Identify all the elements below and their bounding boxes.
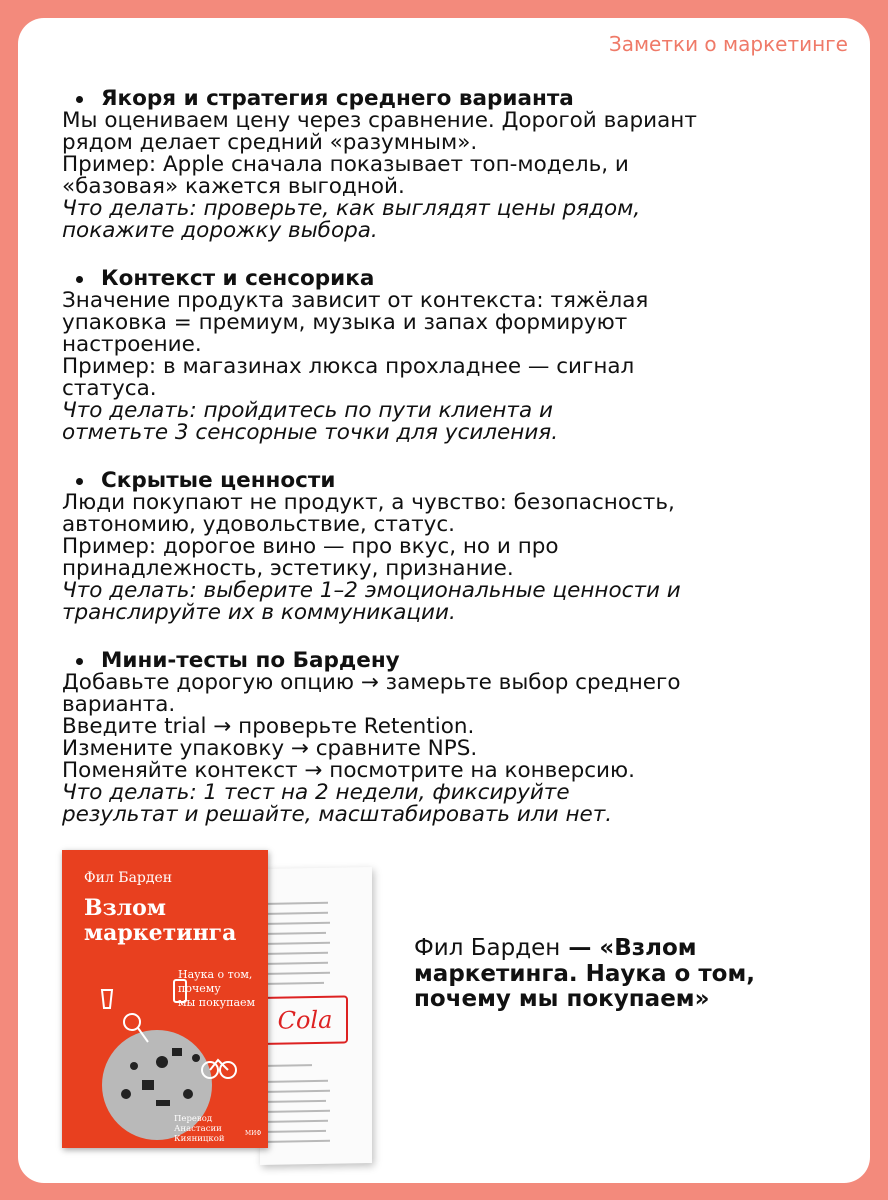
note-line: Что делать: выберите 1–2 эмоциональные ценности и [62,578,681,603]
book-subtitle: Наука о том, почему мы покупаем [178,968,256,1009]
text-line: Пример: Apple сначала показывает топ-модель, и [62,152,629,177]
book-inner-page [260,867,372,1165]
text-line: статуса. [62,376,157,401]
section-title: Скрытые ценности [76,470,862,492]
text-line: «базовая» кажется выгодной. [62,174,405,199]
note-line: Что делать: проверьте, как выглядят цены рядом, [62,196,641,221]
section-title: Якоря и стратегия среднего варианта [76,88,862,110]
text-line: Пример: дорогое вино — про вкус, но и про [62,534,559,559]
book-translator: Перевод Анастасии Кияницкой [174,1114,225,1144]
text-line: автономию, удовольствие, статус. [62,512,455,537]
note-line: Что делать: 1 тест на 2 недели, фиксируйте [62,780,570,805]
text-line: варианта. [62,692,176,717]
text-line: рядом делает средний «разумным». [62,130,478,155]
bullet-icon [76,478,83,485]
bullet-icon [76,96,83,103]
note-line: покажите дорожку выбора. [62,218,378,243]
book-title: Взлом маркетинга [84,895,237,946]
bullet-icon [76,276,83,283]
note-line: транслируйте их в коммуникации. [62,600,456,625]
text-line: Измените упаковку → сравните NPS. [62,736,478,761]
text-line: Добавьте дорогую опцию → замерьте выбор среднего [62,670,681,695]
note-line: Что делать: пройдитесь по пути клиента и [62,398,553,423]
publisher-logo: МИФ [245,1130,262,1137]
text-line: настроение. [62,332,202,357]
text-line: Пример: в магазинах люкса прохладнее — сигнал [62,354,635,379]
book-cover [62,850,268,1148]
text-line: принадлежность, эстетику, признание. [62,556,514,581]
note-line: отметьте 3 сенсорные точки для усиления. [62,420,559,445]
section-context [62,268,862,444]
text-line: Введите trial → проверьте Retention. [62,714,475,739]
section-title: Мини-тесты по Бардену [76,650,862,672]
section-anchors [62,88,862,242]
text-line: упаковка = премиум, музыка и запах формируют [62,310,628,335]
doodle-icons [92,970,242,1120]
text-line: Значение продукта зависит от контекста: тяжёлая [62,288,649,313]
section-hidden-values [62,470,862,624]
section-mini-tests [62,650,862,826]
section-title: Контекст и сенсорика [76,268,862,290]
text-line: Люди покупают не продукт, а чувство: безопасность, [62,490,675,515]
book-image [58,846,368,1166]
content [62,88,862,852]
bullet-icon [76,658,83,665]
note-line: результат и решайте, масштабировать или нет. [62,802,613,827]
text-line: Мы оцениваем цену через сравнение. Дорогой вариант [62,108,697,133]
header-tag: Заметки о маркетинге [608,32,848,56]
cola-logo: Cola [262,995,348,1045]
text-line: Поменяйте контекст → посмотрите на конверсию. [62,758,635,783]
note-card [18,18,870,1183]
book-author: Фил Барден [84,870,173,886]
book-caption: Фил Барден — «Взлом маркетинга. Наука о том, почему мы покупаем» [414,935,755,1012]
